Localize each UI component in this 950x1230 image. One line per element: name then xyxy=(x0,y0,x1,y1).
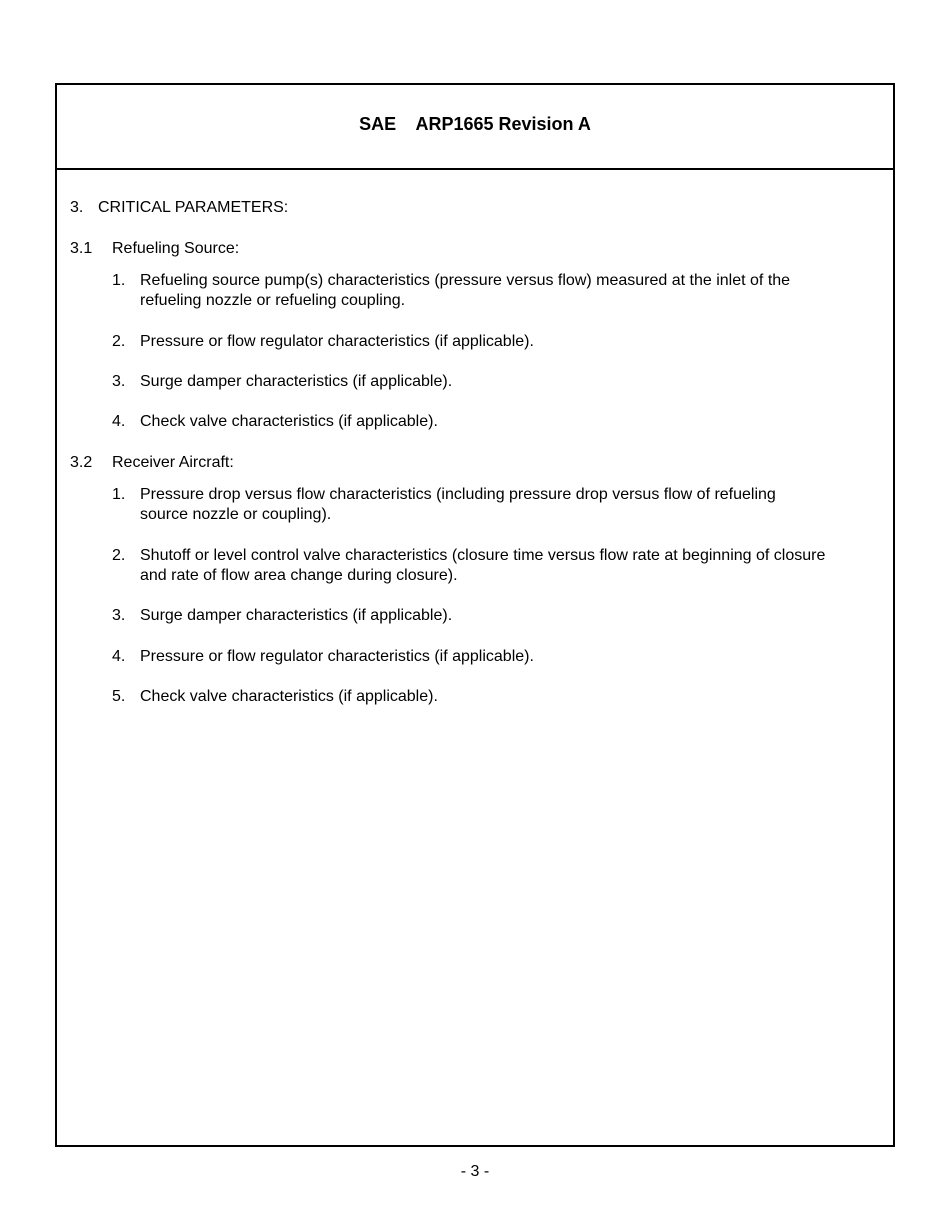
list-item-number: 1. xyxy=(112,486,126,503)
list-item-text: Surge damper characteristics (if applicable). xyxy=(140,373,453,390)
header-doc-id: ARP1665 Revision A xyxy=(415,114,591,134)
list-item-text: Check valve characteristics (if applicable). xyxy=(140,688,438,705)
list-item-text: Pressure drop versus flow characteristics (including pressure drop versus flow of refueling xyxy=(140,486,776,503)
list-item-text-cont: source nozzle or coupling). xyxy=(140,506,332,523)
section-3-1-title: Refueling Source: xyxy=(112,240,240,257)
list-item-number: 5. xyxy=(112,688,126,705)
document-header xyxy=(57,85,893,170)
list-item-number: 4. xyxy=(112,413,126,430)
section-3-2-title: Receiver Aircraft: xyxy=(112,454,234,471)
page-frame xyxy=(55,83,895,1147)
list-item-number: 2. xyxy=(112,547,126,564)
section-3-2-number: 3.2 xyxy=(70,454,93,471)
section-3-number: 3. xyxy=(70,199,84,216)
page-number: - 3 - xyxy=(460,1163,490,1180)
list-item-text-cont: and rate of flow area change during closure). xyxy=(140,567,458,584)
list-item-number: 1. xyxy=(112,272,126,289)
list-item-number: 4. xyxy=(112,648,126,665)
list-item-text-cont: refueling nozzle or refueling coupling. xyxy=(140,292,406,309)
list-item-number: 3. xyxy=(112,607,126,624)
list-item-text: Pressure or flow regulator characteristics (if applicable). xyxy=(140,333,534,350)
list-item-text: Shutoff or level control valve characteristics (closure time versus flow rate at beginning of closure xyxy=(140,547,826,564)
list-item-number: 2. xyxy=(112,333,126,350)
section-3-title: CRITICAL PARAMETERS: xyxy=(98,199,289,216)
list-item-text: Check valve characteristics (if applicable). xyxy=(140,413,438,430)
header-title xyxy=(57,113,893,135)
list-item-text: Surge damper characteristics (if applicable). xyxy=(140,607,453,624)
header-org: SAE xyxy=(359,114,397,134)
list-item-number: 3. xyxy=(112,373,126,390)
list-item-text: Refueling source pump(s) characteristics (pressure versus flow) measured at the inlet of the xyxy=(140,272,791,289)
section-3-1-number: 3.1 xyxy=(70,240,93,257)
list-item-text: Pressure or flow regulator characteristics (if applicable). xyxy=(140,648,534,665)
